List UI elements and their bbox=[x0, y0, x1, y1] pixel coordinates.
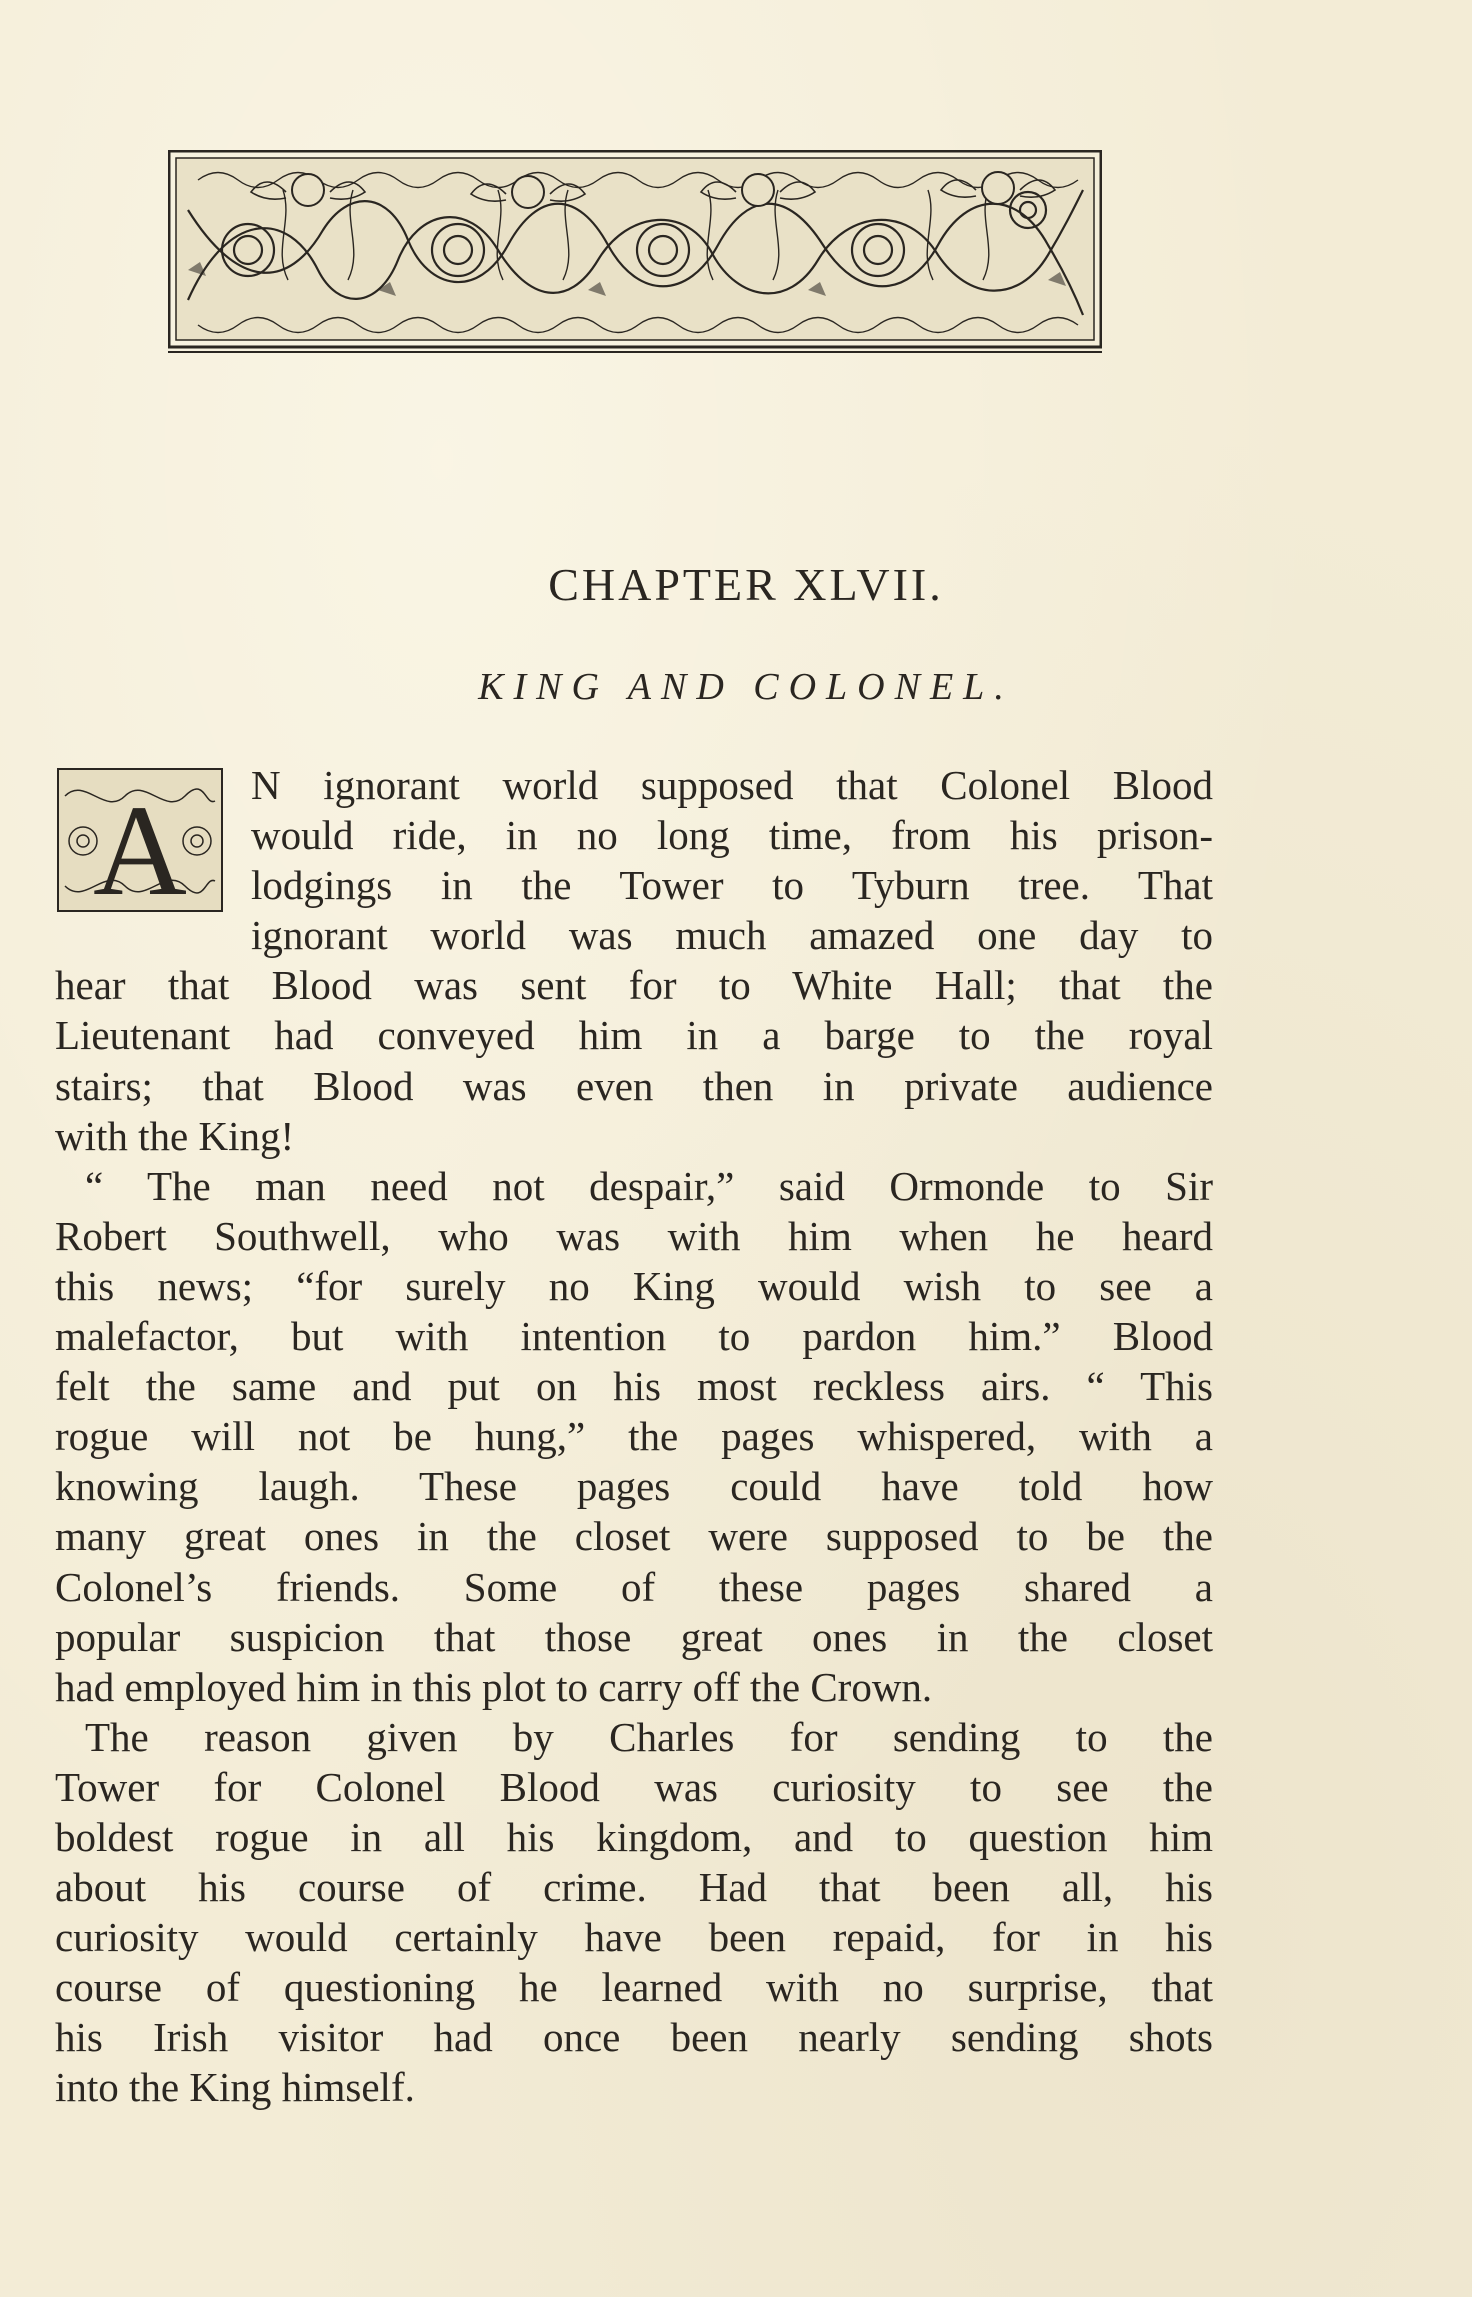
text-line: with the King! bbox=[55, 1112, 295, 1159]
text-line: boldest rogue in all his kingdom, and to question him bbox=[55, 1813, 1213, 1860]
headpiece-engraving bbox=[168, 150, 1102, 354]
text-line: Robert Southwell, who was with him when he heard bbox=[55, 1212, 1213, 1259]
text-line: course of questioning he learned with no surprise, that bbox=[55, 1964, 1213, 2011]
chapter-title: CHAPTER XLVII. bbox=[548, 559, 944, 610]
text-line: many great ones in the closet were supposed to be the bbox=[55, 1513, 1213, 1560]
text-line: had employed him in this plot to carry off the Crown. bbox=[55, 1663, 933, 1710]
text-line: would ride, in no long time, from his prison- bbox=[251, 812, 1213, 859]
chapter-headpiece-ornament bbox=[168, 150, 1102, 354]
text-line: knowing laugh. These pages could have told how bbox=[55, 1463, 1213, 1510]
text-line: “ The man need not despair,” said Ormonde to Sir bbox=[85, 1162, 1213, 1209]
text-line: stairs; that Blood was even then in private audience bbox=[55, 1062, 1213, 1109]
chapter-body-text bbox=[55, 760, 1213, 2113]
text-line: about his course of crime. Had that been all, his bbox=[55, 1864, 1213, 1911]
text-line: lodgings in the Tower to Tyburn tree. That bbox=[251, 862, 1213, 909]
text-line: his Irish visitor had once been nearly sending shots bbox=[55, 2014, 1213, 2061]
text-line: malefactor, but with intention to pardon him.” Blood bbox=[55, 1313, 1213, 1360]
text-line: hear that Blood was sent for to White Hall; that the bbox=[55, 962, 1213, 1009]
text-line: Lieutenant had conveyed him in a barge to the royal bbox=[55, 1012, 1213, 1059]
text-line: rogue will not be hung,” the pages whispered, with a bbox=[55, 1413, 1213, 1460]
text-line: this news; “for surely no King would wish to see a bbox=[55, 1262, 1213, 1309]
drop-cap-letter: A bbox=[93, 779, 187, 914]
text-line: popular suspicion that those great ones in the closet bbox=[55, 1613, 1213, 1660]
paragraph-lines bbox=[55, 760, 1213, 2113]
drop-cap-initial bbox=[55, 766, 225, 914]
text-line: Tower for Colonel Blood was curiosity to see the bbox=[55, 1763, 1213, 1810]
text-line: N ignorant world supposed that Colonel Blood bbox=[251, 762, 1213, 808]
text-line: Colonel’s friends. Some of these pages shared a bbox=[55, 1563, 1213, 1610]
text-line: into the King himself. bbox=[55, 2064, 415, 2111]
text-line: curiosity would certainly have been repaid, for in his bbox=[55, 1914, 1213, 1961]
chapter-subtitle: KING AND COLONEL. bbox=[478, 666, 1014, 708]
text-line: The reason given by Charles for sending to the bbox=[85, 1713, 1213, 1760]
text-line: felt the same and put on his most reckless airs. “ This bbox=[55, 1363, 1213, 1410]
drop-cap-ornament bbox=[55, 766, 225, 914]
text-line: ignorant world was much amazed one day to bbox=[251, 912, 1213, 959]
